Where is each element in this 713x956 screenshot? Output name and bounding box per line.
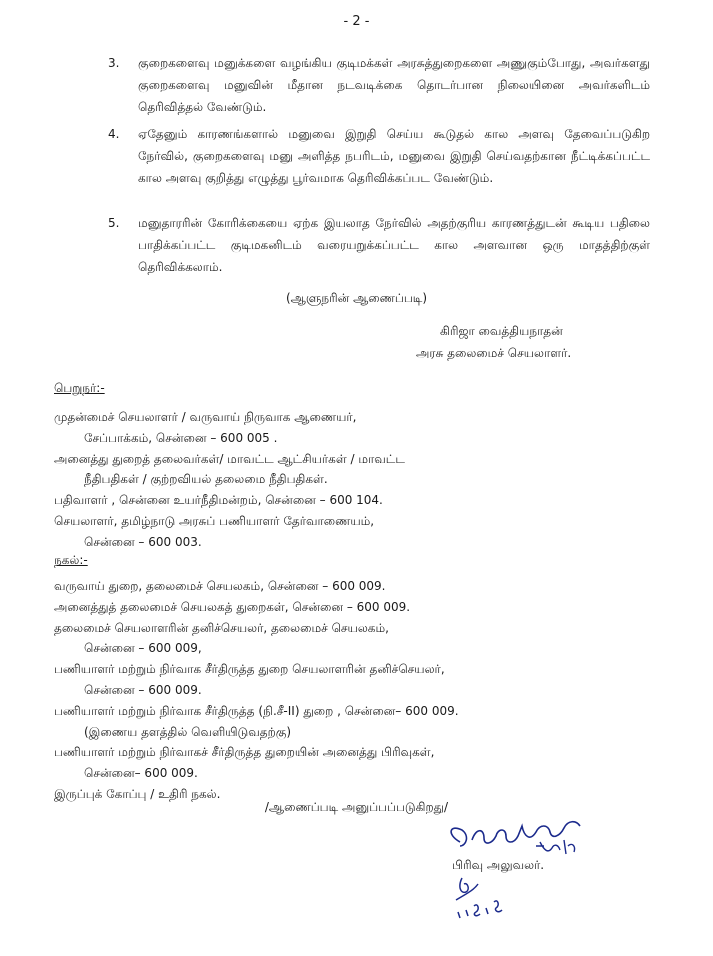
recipients-heading: பெறுநர்:- — [54, 381, 105, 395]
signature-image — [440, 806, 590, 866]
list-item — [58, 123, 650, 211]
signatory-name: கிரிஜா வைத்தியநாதன் — [440, 324, 563, 338]
list-line: பணியாளர் மற்றும் நிர்வாகச் சீர்திருத்த துறையின் அனைத்து பிரிவுகள், — [54, 745, 435, 760]
list-item — [58, 52, 650, 118]
item-number: 5. — [108, 216, 120, 230]
item-number: 4. — [108, 127, 120, 141]
list-line: பணியாளர் மற்றும் நிர்வாக சீர்திருத்த துறை செயலாளரின் தனிச்செயலர், — [54, 662, 445, 677]
list-line: தலைமைச் செயலாளரின் தனிச்செயலர், தலைமைச் செயலகம், — [54, 620, 389, 635]
recipients-list — [54, 407, 654, 553]
item-text: மனுதாரரின் கோரிக்கையை ஏற்க இயலாத நேர்வில் அதற்குரிய காரணத்துடன் கூடிய பதிலை பாதிக்கப்பட்ட குடிமகனிடம் வரையறுக்கப்பட்ட கால அளவான ஒரு மாதத்திற்குள் தெரிவிக்கலாம். — [138, 216, 650, 274]
list-item — [58, 212, 650, 278]
list-line: இருப்புக் கோப்பு / உதிரி நகல். — [54, 786, 221, 801]
page-number: - 2 - — [343, 14, 370, 29]
list-line: சென்னை – 600 009. — [84, 682, 202, 697]
copy-heading: நகல்:- — [54, 553, 88, 567]
list-line: சென்னை – 600 009, — [84, 641, 202, 656]
list-line: சேப்பாக்கம், சென்னை – 600 005 . — [84, 430, 278, 445]
order-line: (ஆளுநரின் ஆணைப்படி) — [285, 291, 428, 305]
list-line: அனைத்துத் தலைமைச் செயலகத் துறைகள், சென்னை – 600 009. — [54, 599, 411, 614]
item-number: 3. — [108, 56, 120, 70]
forwarded-line: /ஆணைப்படி அனுப்பப்படுகிறது/ — [264, 800, 449, 814]
list-line: பணியாளர் மற்றும் நிர்வாக சீர்திருத்த (நி.சீ-II) துறை , சென்னை– 600 009. — [54, 703, 459, 718]
list-line: அனைத்து துறைத் தலைவர்கள்/ மாவட்ட ஆட்சியர்கள் / மாவட்ட — [54, 451, 405, 466]
list-line: முதன்மைச் செயலாளர் / வருவாய் நிருவாக ஆணையர், — [54, 410, 357, 424]
list-line: சென்னை– 600 009. — [84, 766, 198, 781]
copy-list — [54, 576, 654, 805]
list-line: வருவாய் துறை, தலைமைச் செயலகம், சென்னை – 600 009. — [54, 579, 386, 593]
signatory-title: அரசு தலைமைச் செயலாளர். — [416, 346, 572, 360]
list-line: செயலாளர், தமிழ்நாடு அரசுப் பணியாளர் தேர்வாணையம், — [54, 513, 375, 528]
list-line: நீதிபதிகள் / குற்றவியல் தலைமை நீதிபதிகள். — [84, 472, 328, 487]
list-line: சென்னை – 600 003. — [84, 534, 202, 549]
list-line: (இணைய தளத்தில் வெளியிடுவதற்கு) — [84, 724, 292, 739]
section-officer: பிரிவு அலுவலர். — [452, 858, 545, 872]
item-text: ஏதேனும் காரணங்களால் மனுவை இறுதி செய்ய கூடுதல் கால அளவு தேவைப்படுகிற நேர்வில், குறைகளைவு மனு அளித்த நபரிடம், மனுவை இறுதி செய்வதற்கான நீட்டிக்கப்பட்ட கால அளவு குறித்து எழுத்து பூர்வமாக தெரிவிக்கப்பட வேண்டும். — [138, 127, 650, 185]
item-text: குறைகளைவு மனுக்களை வழங்கிய குடிமக்கள் அரசுத்துறைகளை அணுகும்போது, அவர்களது குறைகளைவு மனுவின் மீதான நடவடிக்கை தொடர்பான நிலையினை அவர்களிடம் தெரிவித்தல் வேண்டும். — [138, 56, 650, 114]
list-line: பதிவாளர் , சென்னை உயர்நீதிமன்றம், சென்னை – 600 104. — [54, 493, 383, 508]
initials-date-image — [448, 872, 518, 922]
